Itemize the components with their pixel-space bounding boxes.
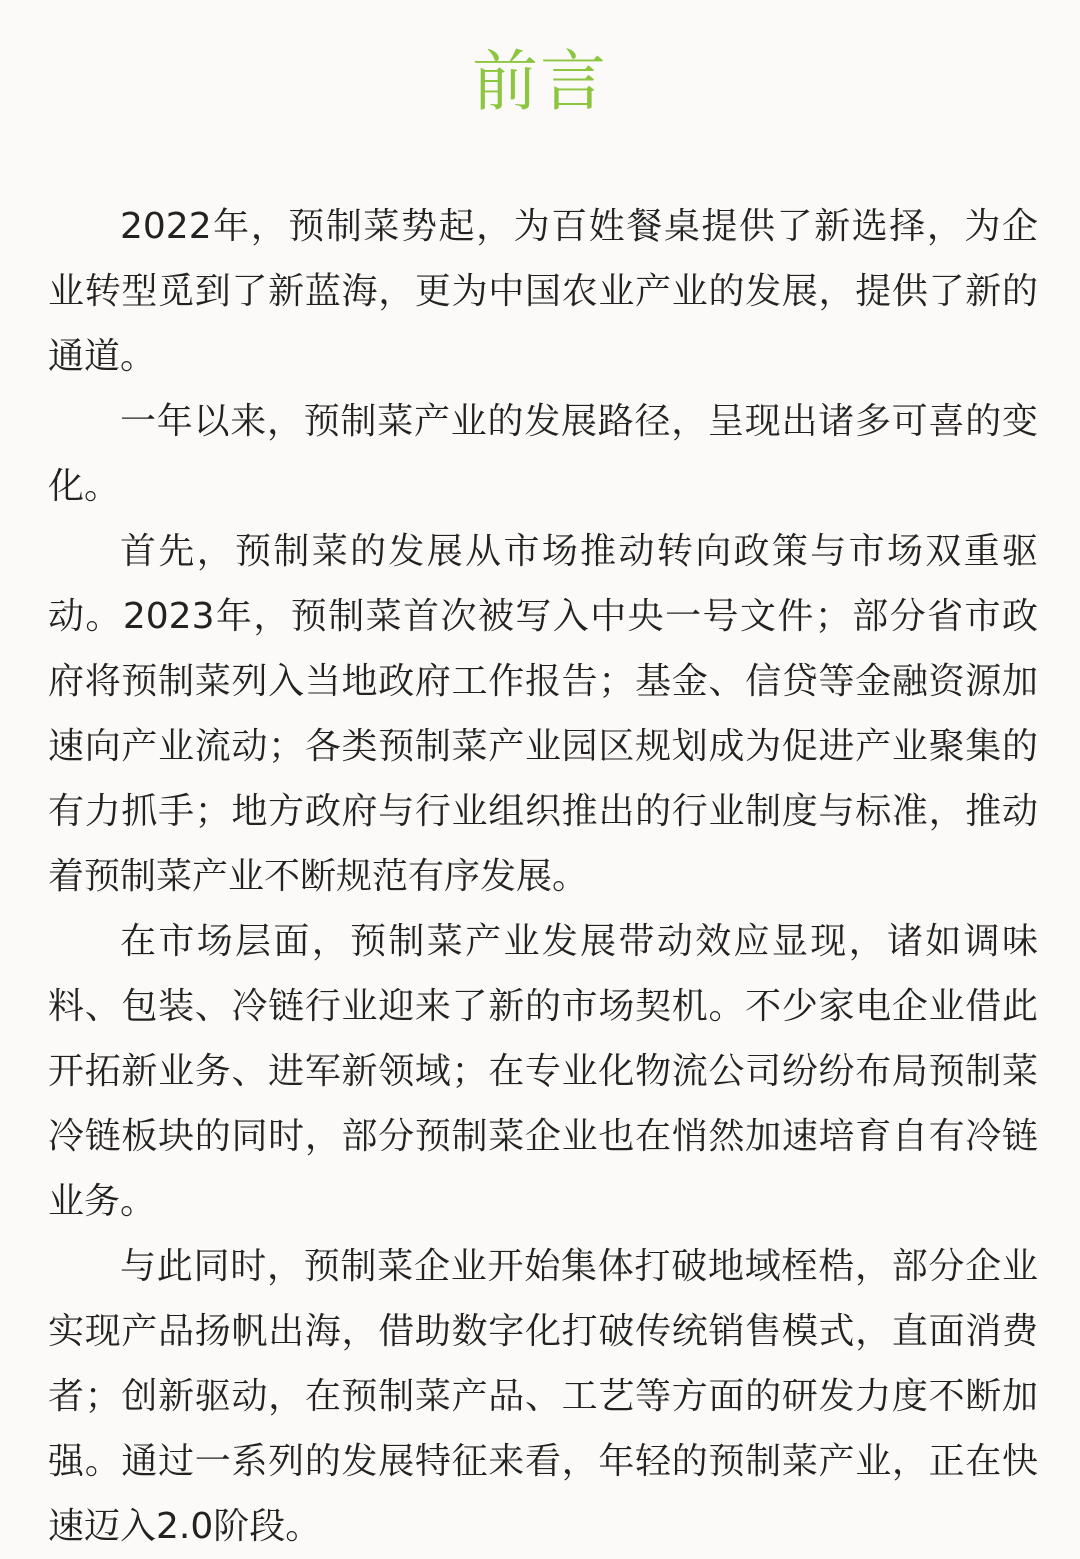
- body-text: [48, 194, 1038, 1559]
- paragraph-4: 在市场层面，预制菜产业发展带动效应显现，诸如调味料、包装、冷链行业迎来了新的市场契机。不少家电企业借此开拓新业务、进军新领域；在专业化物流公司纷纷布局预制菜冷链板块的同时，部分预制菜企业也在悄然加速培育自有冷链业务。: [48, 921, 1038, 1222]
- paragraph-1: 2022年，预制菜势起，为百姓餐桌提供了新选择，为企业转型觅到了新蓝海，更为中国农业产业的发展，提供了新的通道。: [48, 206, 1038, 377]
- paragraph-3: 首先，预制菜的发展从市场推动转向政策与市场双重驱动。2023年，预制菜首次被写入中央一号文件；部分省市政府将预制菜列入当地政府工作报告；基金、信贷等金融资源加速向产业流动；各类预制菜产业园区规划成为促进产业聚集的有力抓手；地方政府与行业组织推出的行业制度与标准，推动着预制菜产业不断规范有序发展。: [48, 531, 1038, 897]
- page-title: 前言: [472, 43, 608, 120]
- paragraph-5: 与此同时，预制菜企业开始集体打破地域桎梏，部分企业实现产品扬帆出海，借助数字化打破传统销售模式，直面消费者；创新驱动，在预制菜产品、工艺等方面的研发力度不断加强。通过一系列的发展特征来看，年轻的预制菜产业，正在快速迈入2.0阶段。: [48, 1246, 1038, 1547]
- paragraph-2: 一年以来，预制菜产业的发展路径，呈现出诸多可喜的变化。: [48, 401, 1038, 507]
